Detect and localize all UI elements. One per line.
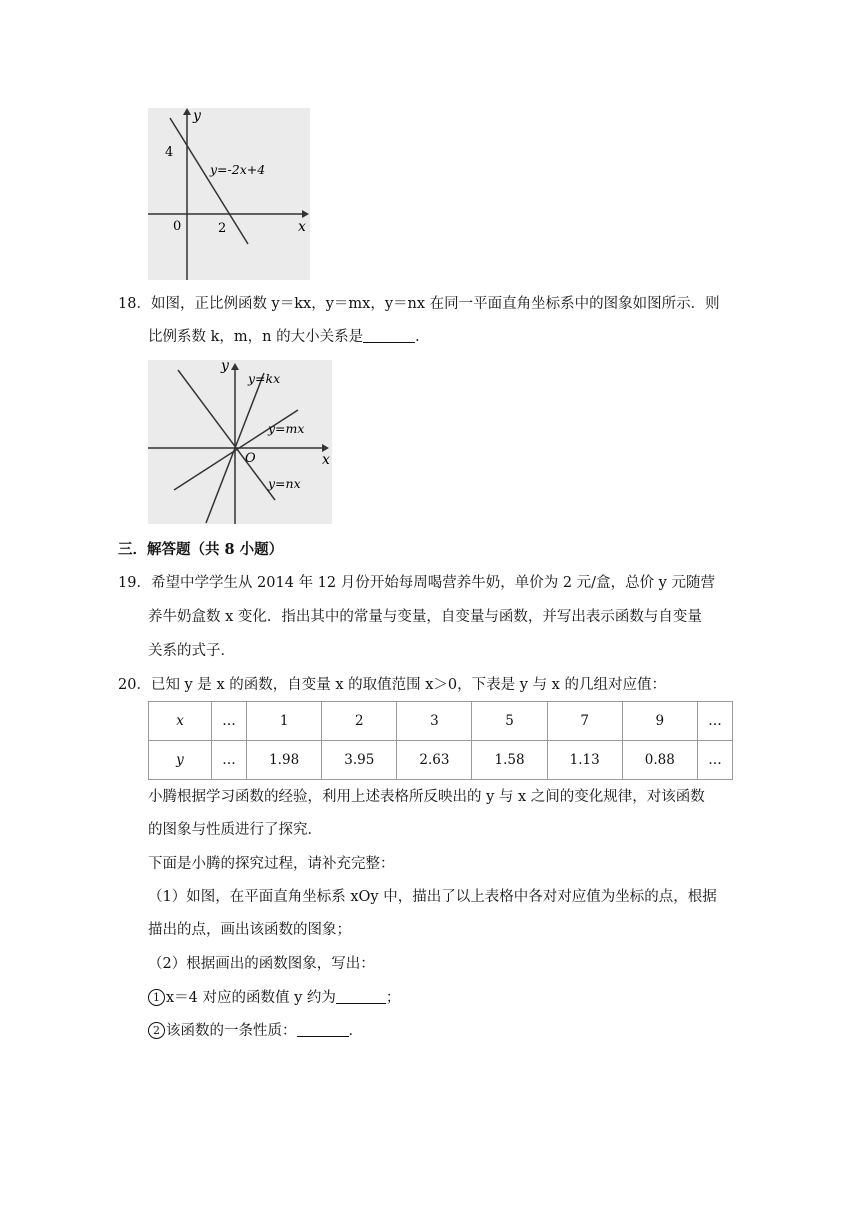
- label-y-mx: y=mx: [268, 421, 305, 436]
- table-cell: 1.13: [547, 741, 622, 780]
- origin-label: 0: [173, 219, 182, 234]
- answer-blank-sub1: [336, 989, 386, 1004]
- q20-sub1-end: ；: [385, 990, 401, 1006]
- table-cell: 3: [397, 702, 472, 741]
- q19-line3: 关系的式子．: [148, 643, 235, 659]
- table-row-y: [149, 741, 733, 780]
- table-cell: 9: [622, 702, 697, 741]
- label-y-nx: y=nx: [268, 476, 301, 491]
- table-cell: 2: [322, 702, 397, 741]
- line-equation-label: y=-2x+4: [210, 162, 266, 177]
- q20-sub1: [148, 988, 400, 1008]
- table-cell: 2.63: [397, 741, 472, 780]
- q18-line2-text: 比例系数 k，m，n 的大小关系是: [148, 329, 364, 345]
- function-line: [170, 118, 248, 244]
- q20-step1-line1: （1）如图，在平面直角坐标系 xOy 中，描出了以上表格中各对对应值为坐标的点，根据: [148, 889, 717, 905]
- table-cell: …: [697, 741, 732, 780]
- table-cell: …: [212, 702, 247, 741]
- answer-blank-q18: [363, 328, 415, 343]
- q20-sub2-end: ．: [348, 1023, 363, 1039]
- table-cell: …: [212, 741, 247, 780]
- table-cell: 5: [472, 702, 547, 741]
- q19-line1: 19．希望中学学生从 2014 年 12 月份开始每周喝营养牛奶，单价为 2 元/盒，总价 y 元随营: [118, 575, 715, 591]
- origin-label: O: [245, 451, 256, 466]
- figure-linear-function: [148, 108, 310, 280]
- x-axis-arrow-icon: [302, 210, 309, 218]
- x-axis-arrow-icon: [322, 444, 329, 452]
- table-cell: 0.88: [622, 741, 697, 780]
- table-cell: 1.58: [472, 741, 547, 780]
- q18-line2: [148, 327, 430, 347]
- q20-paragraph1: 小腾根据学习函数的经验，利用上述表格所反映出的 y 与 x 之间的变化规律，对该函数: [148, 789, 705, 805]
- value-table: [148, 701, 733, 780]
- y-axis-label: y: [221, 360, 229, 374]
- table-cell: y: [149, 741, 212, 780]
- q19-line2: 养牛奶盒数 x 变化．指出其中的常量与变量，自变量与函数，并写出表示函数与自变量: [148, 609, 702, 625]
- q20-paragraph3: 下面是小腾的探究过程，请补充完整：: [148, 856, 395, 872]
- figure-proportional-functions: [148, 360, 332, 524]
- table-row-x: [149, 702, 733, 741]
- q20-intro: 20．已知 y 是 x 的函数，自变量 x 的取值范围 x＞0，下表是 y 与 x 的几组对应值：: [118, 677, 666, 693]
- q20-paragraph2: 的图象与性质进行了探究．: [148, 822, 322, 838]
- circled-number-1: 1: [148, 989, 165, 1006]
- table-cell: 1: [247, 702, 322, 741]
- y-axis-arrow-icon: [183, 108, 191, 115]
- table-cell: x: [149, 702, 212, 741]
- q18-line1: 18．如图，正比例函数 y＝kx，y＝mx，y＝nx 在同一平面直角坐标系中的图象如图所示．则: [118, 296, 720, 312]
- label-y-kx: y=kx: [248, 371, 281, 386]
- x-axis-label: x: [298, 219, 306, 235]
- q20-sub2-text: 该函数的一条性质：: [166, 1023, 297, 1039]
- y-intercept-label: 4: [165, 145, 174, 160]
- circled-number-2: 2: [148, 1022, 165, 1039]
- table-cell: 3.95: [322, 741, 397, 780]
- q20-sub2: [148, 1021, 363, 1041]
- q20-step2: （2）根据画出的函数图象，写出：: [148, 956, 375, 972]
- x-intercept-label: 2: [218, 221, 227, 236]
- q20-step1-line2: 描出的点，画出该函数的图象；: [148, 922, 351, 938]
- x-axis-label: x: [322, 452, 330, 468]
- y-axis-label: y: [193, 108, 201, 124]
- q18-line2-end: ．: [415, 329, 430, 345]
- table-cell: …: [697, 702, 732, 741]
- table-cell: 7: [547, 702, 622, 741]
- answer-blank-sub2: [297, 1022, 349, 1037]
- y-axis-arrow-icon: [231, 363, 239, 370]
- section-heading: 三．解答题（共 8 小题）: [118, 541, 284, 558]
- q20-sub1-text: x＝4 对应的函数值 y 约为: [166, 990, 336, 1006]
- table-cell: 1.98: [247, 741, 322, 780]
